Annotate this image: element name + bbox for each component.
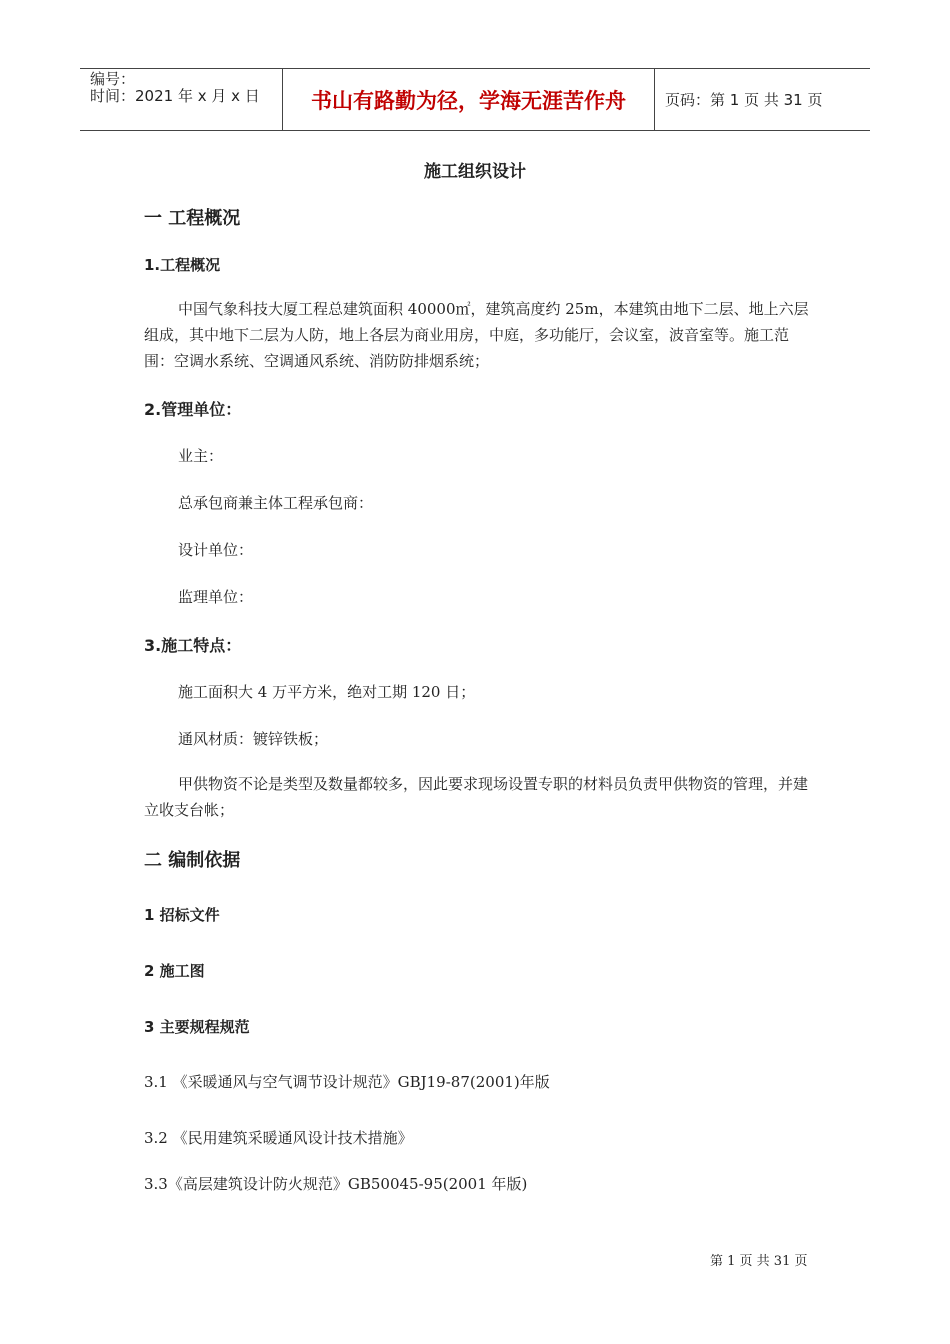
basis-item-2: 2 施工图 xyxy=(144,962,205,980)
supervisor-line: 监理单位： xyxy=(178,588,254,606)
time-label: 时间：2021 年 x 月 x 日 xyxy=(90,87,260,105)
feature-material: 通风材质：镀锌铁板； xyxy=(178,730,329,748)
subheading-management: 2.管理单位： xyxy=(144,400,242,419)
document-title: 施工组织设计 xyxy=(424,162,526,182)
subheading-overview: 1.工程概况 xyxy=(144,256,221,274)
page-footer: 第 1 页 共 31 页 xyxy=(710,1254,808,1269)
basis-item-1: 1 招标文件 xyxy=(144,906,220,924)
owner-line: 业主： xyxy=(178,447,224,465)
basis-item-3-3: 3.3《高层建筑设计防火规范》GB50045-95(2001 年版) xyxy=(144,1175,528,1193)
header-left xyxy=(80,69,282,130)
section-heading-overview: 一 工程概况 xyxy=(144,208,241,229)
feature-area: 施工面积大 4 万平方米，绝对工期 120 日； xyxy=(178,683,476,701)
basis-item-3: 3 主要规程规范 xyxy=(144,1018,250,1036)
basis-item-3-1: 3.1 《采暖通风与空气调节设计规范》GBJ19-87(2001)年版 xyxy=(144,1073,550,1091)
feature-supply: 甲供物资不论是类型及数量都较多，因此要求现场设置专职的材料员负责甲供物资的管理，并建立收支台帐； xyxy=(144,775,809,819)
section-heading-basis: 二 编制依据 xyxy=(144,850,241,871)
header-page-info: 页码：第 1 页 共 31 页 xyxy=(665,91,823,109)
number-label: 编号： xyxy=(90,70,136,88)
subheading-features: 3.施工特点： xyxy=(144,636,242,655)
designer-line: 设计单位： xyxy=(178,541,254,559)
page-header xyxy=(80,68,870,131)
overview-paragraph: 中国气象科技大厦工程总建筑面积 40000㎡，建筑高度约 25m，本建筑由地下二层、地上六层组成，其中地下二层为人防，地上各层为商业用房，中庭，多功能厅，会议室，波音室等。施工范围：空调水系统、空调通风系统、消防防排烟系统； xyxy=(144,300,809,370)
basis-item-3-2: 3.2 《民用建筑采暖通风设计技术措施》 xyxy=(144,1129,413,1147)
header-motto: 书山有路勤为径，学海无涯苦作舟 xyxy=(282,69,655,130)
contractor-line: 总承包商兼主体工程承包商： xyxy=(178,494,374,512)
